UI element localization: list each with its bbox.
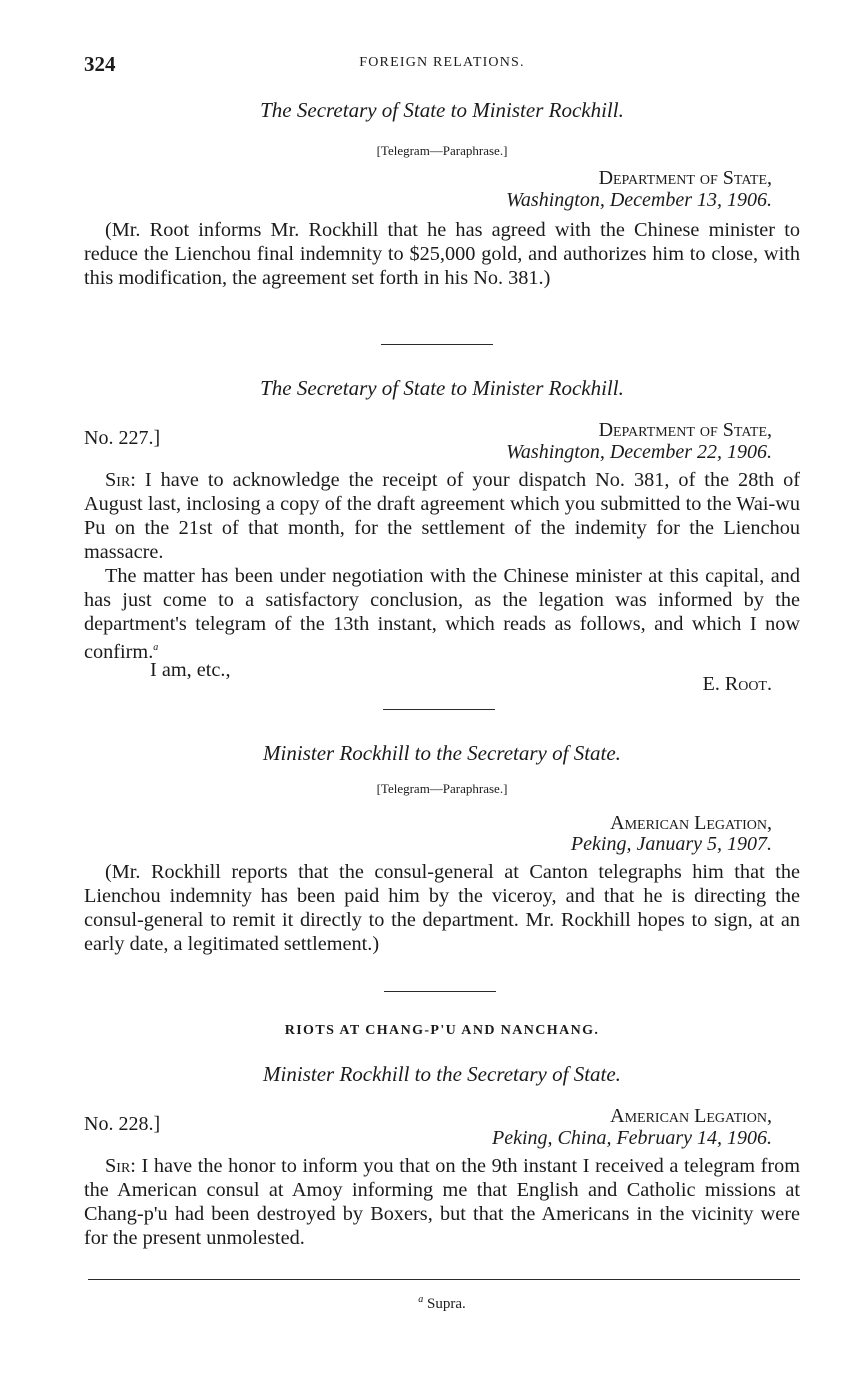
doc2-office: Department of State, — [598, 419, 772, 441]
doc1-place-date: Washington, December 13, 1906. — [506, 189, 772, 211]
doc2-closing: I am, etc., — [150, 659, 231, 681]
doc3-body — [84, 860, 800, 956]
doc2-para2-text: The matter has been under negotiation with the Chinese minister at this capital, and has just come to a satisfactory conclusion, as the legation was informed by the department's telegram of the 13th instant, which reads as follows, and which I now confirm. — [84, 565, 800, 663]
doc2-place-date: Washington, December 22, 1906. — [506, 441, 772, 463]
doc1-office: Department of State, — [598, 167, 772, 189]
doc4-number: No. 228.] — [84, 1113, 161, 1135]
doc3-caption: Minister Rockhill to the Secretary of State. — [263, 741, 621, 765]
divider-rule — [381, 344, 493, 345]
doc2-para2 — [84, 564, 800, 664]
doc4-office: American Legation, — [610, 1105, 772, 1127]
running-head: FOREIGN RELATIONS. — [359, 55, 525, 70]
doc4-para1 — [84, 1154, 800, 1250]
doc2-para1 — [84, 468, 800, 564]
divider-rule — [384, 991, 496, 992]
doc1-note: [Telegram—Paraphrase.] — [376, 143, 508, 158]
footnote-rule — [88, 1279, 800, 1280]
doc2-signature: E. Root. — [702, 673, 772, 695]
doc2-number: No. 227.] — [84, 427, 161, 449]
doc2-para1-text: I have to acknowledge the receipt of your dispatch No. 381, of the 28th of August last, inclosing a copy of the draft agreement which you submitted to the Wai-wu Pu on the 21st of that month, for the settlement of the indemity for the Lienchou massacre. — [84, 469, 800, 563]
doc2-caption: The Secretary of State to Minister Rockhill. — [260, 376, 624, 400]
doc1-body-text: (Mr. Root informs Mr. Rockhill that he has agreed with the Chinese minister to reduce the Lienchou final indemnity to $25,000 gold, and authorizes him to close, with this modification, the agreement set forth in his No. 381.) — [84, 219, 800, 289]
doc3-place-date: Peking, January 5, 1907. — [570, 833, 772, 855]
section-heading: RIOTS AT CHANG-P'U AND NANCHANG. — [284, 1023, 600, 1038]
footnote-text: Supra. — [427, 1296, 466, 1312]
doc4-place-date: Peking, China, February 14, 1906. — [492, 1127, 772, 1149]
doc3-body-text: (Mr. Rockhill reports that the consul-general at Canton telegraphs him that the Lienchou indemnity has been paid him by the viceroy, and that he is directing the consul-general to remit it directly to the department. Mr. Rockhill hopes to sign, at an early date, a legitimated settlement.) — [84, 861, 800, 955]
doc2-salutation: Sir: — [105, 469, 136, 491]
doc4-caption: Minister Rockhill to the Secretary of State. — [263, 1062, 621, 1086]
doc1-caption: The Secretary of State to Minister Rockhill. — [260, 98, 624, 122]
page-number: 324 — [84, 52, 116, 76]
doc3-note: [Telegram—Paraphrase.] — [376, 781, 508, 796]
footnote — [84, 1294, 800, 1313]
doc1-body — [84, 218, 800, 290]
footnote-marker: a — [153, 642, 159, 653]
doc4-salutation: Sir: — [105, 1155, 136, 1177]
page-header — [84, 52, 800, 78]
footnote-mark: a — [418, 1294, 424, 1305]
doc3-office: American Legation, — [610, 812, 772, 834]
divider-rule — [383, 709, 495, 710]
doc4-para1-text: I have the honor to inform you that on the 9th instant I received a telegram from the American consul at Amoy informing me that English and Catholic missions at Chang-p'u had been destroyed by Boxers, but that the Americans in the vicinity were for the present unmolested. — [84, 1155, 800, 1249]
